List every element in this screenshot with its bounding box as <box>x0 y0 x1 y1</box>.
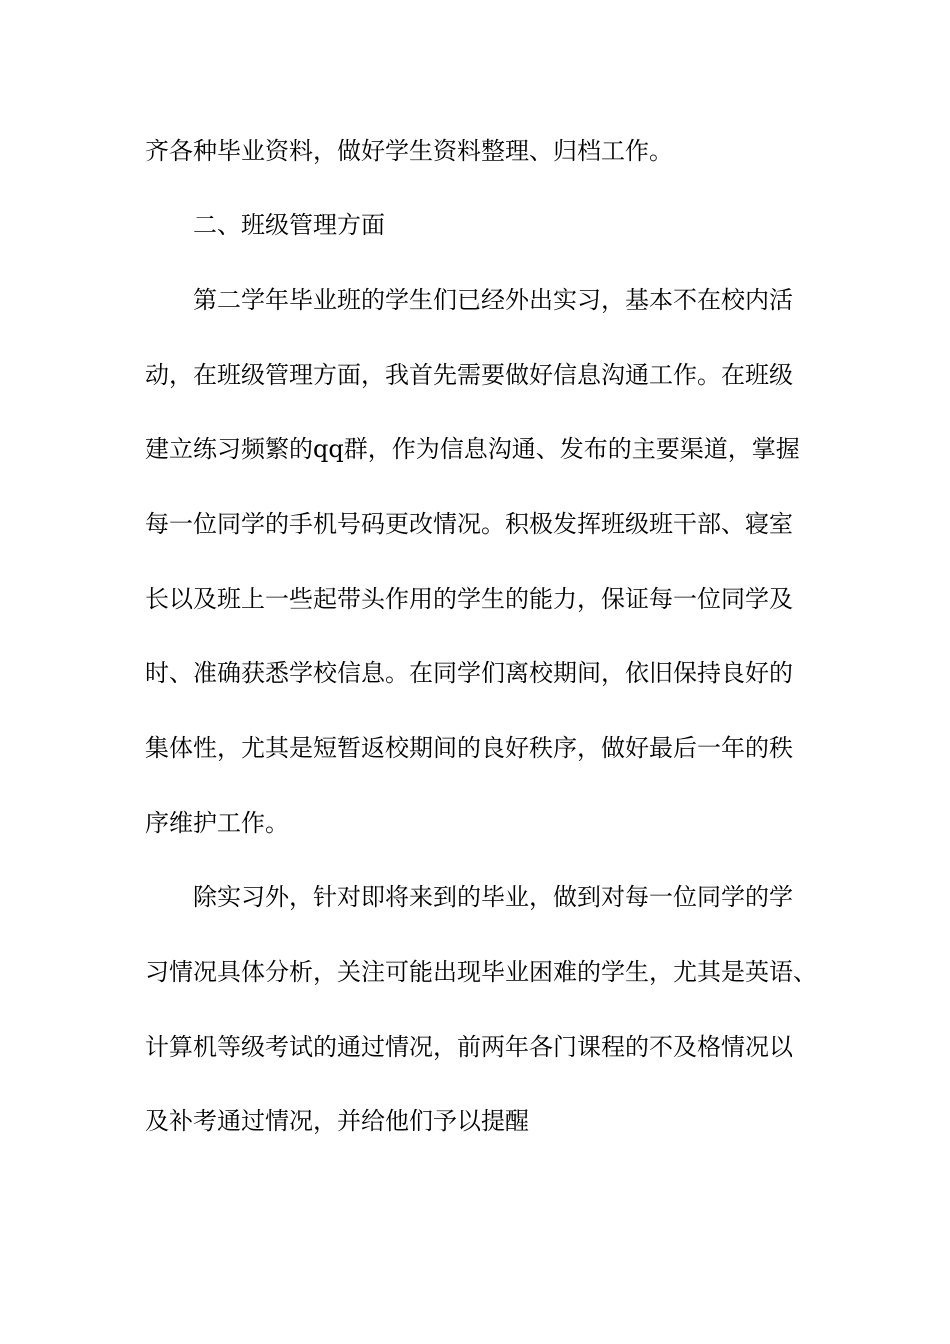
paragraph-line: 习情况具体分析，关注可能出现毕业困难的学生，尤其是英语、 <box>145 958 817 986</box>
section-heading: 二、班级管理方面 <box>193 211 385 239</box>
paragraph-line: 建立练习频繁的qq群，作为信息沟通、发布的主要渠道，掌握 <box>145 435 800 463</box>
paragraph-line: 动，在班级管理方面，我首先需要做好信息沟通工作。在班级 <box>145 361 793 389</box>
paragraph-line: 长以及班上一些起带头作用的学生的能力，保证每一位同学及 <box>145 585 793 613</box>
paragraph-line: 每一位同学的手机号码更改情况。积极发挥班级班干部、寝室 <box>145 510 793 538</box>
paragraph-line: 序维护工作。 <box>145 809 289 837</box>
paragraph-line: 第二学年毕业班的学生们已经外出实习，基本不在校内活 <box>193 286 793 314</box>
paragraph-line: 时、准确获悉学校信息。在同学们离校期间，依旧保持良好的 <box>145 659 793 687</box>
paragraph-line: 齐各种毕业资料，做好学生资料整理、归档工作。 <box>145 137 673 165</box>
paragraph-line: 计算机等级考试的通过情况，前两年各门课程的不及格情况以 <box>145 1033 793 1061</box>
paragraph-line: 集体性，尤其是短暂返校期间的良好秩序，做好最后一年的秩 <box>145 734 793 762</box>
paragraph-line: 及补考通过情况，并给他们予以提醒 <box>145 1107 529 1135</box>
paragraph-line: 除实习外，针对即将来到的毕业，做到对每一位同学的学 <box>193 883 793 911</box>
